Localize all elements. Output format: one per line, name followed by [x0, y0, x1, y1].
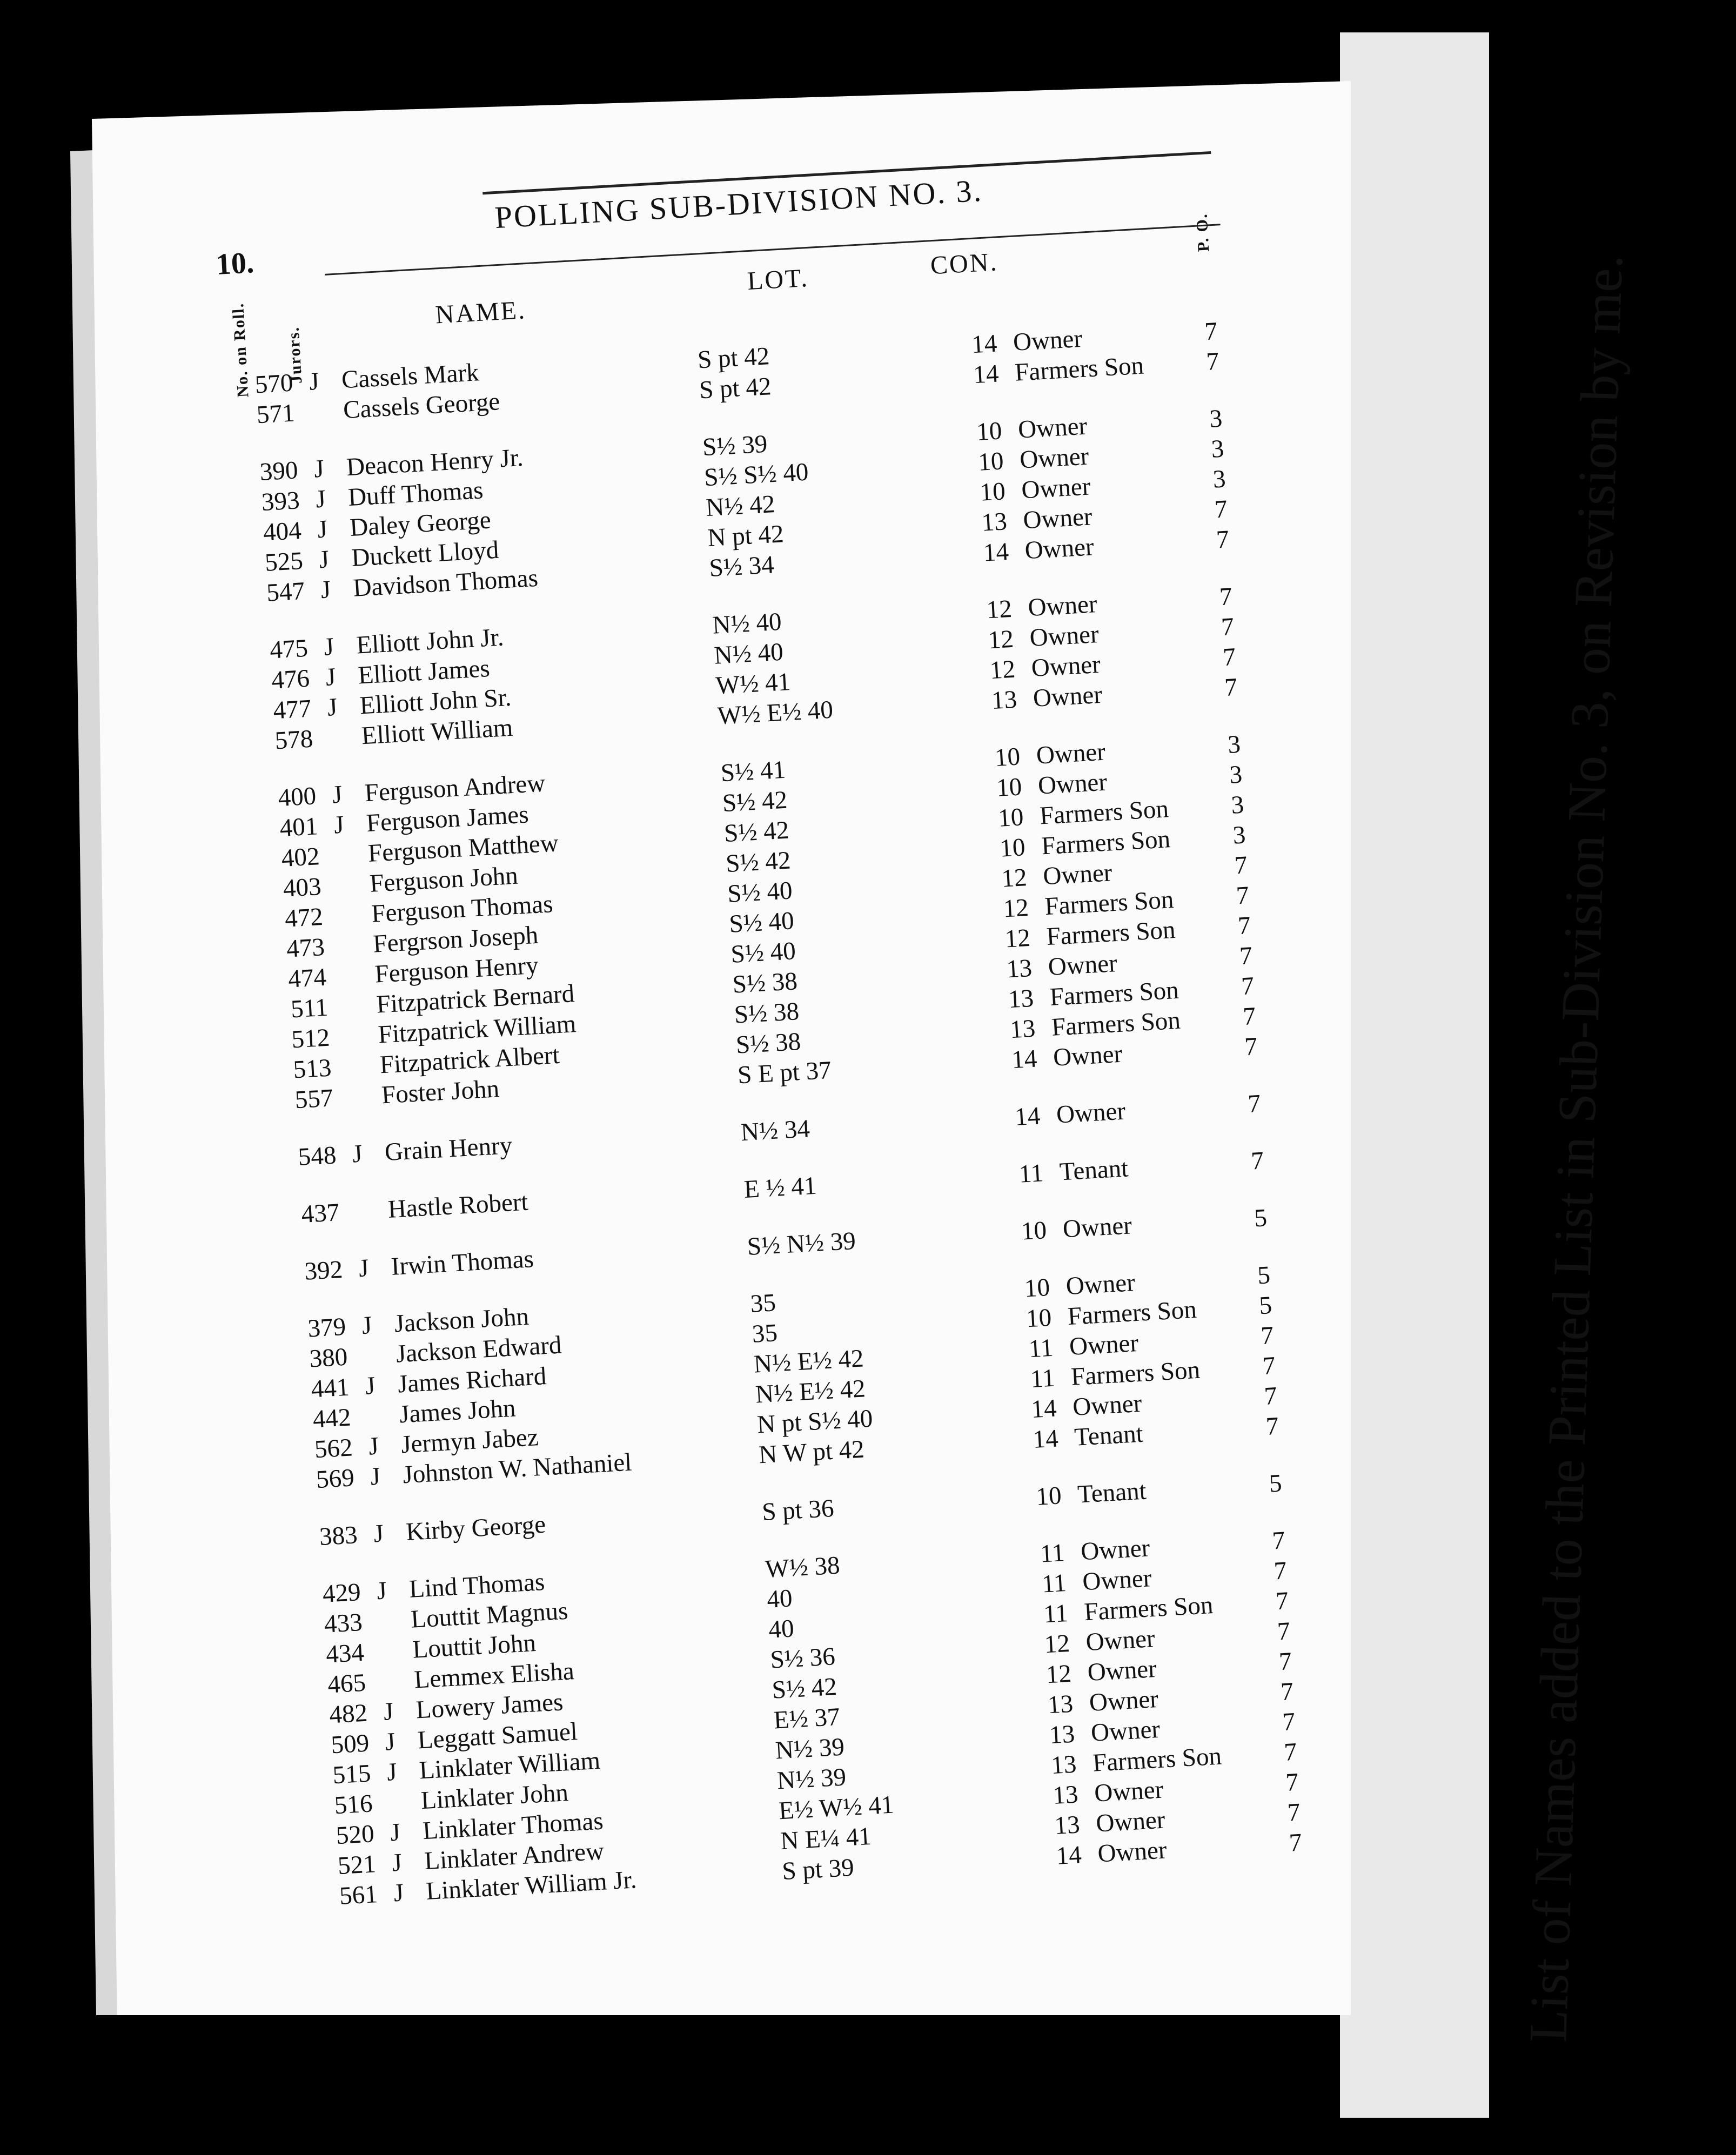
- concession-value: 13: [1047, 1689, 1074, 1720]
- status-value: Owner: [1087, 1654, 1158, 1687]
- voter-name: Jermyn Jabez: [400, 1423, 539, 1459]
- roll-number: 511: [290, 993, 329, 1024]
- concession-value: 13: [1048, 1720, 1076, 1750]
- roll-number: 474: [287, 963, 327, 993]
- roll-number: 442: [312, 1403, 352, 1434]
- roll-number: 437: [300, 1198, 340, 1228]
- lot-value: N½ E½ 42: [753, 1344, 864, 1379]
- post-office-value: 5: [1253, 1204, 1268, 1233]
- lot-value: S pt 36: [761, 1494, 835, 1527]
- concession-value: 12: [987, 625, 1015, 655]
- status-value: Owner: [1088, 1684, 1159, 1717]
- post-office-value: 7: [1250, 1146, 1265, 1176]
- roll-number: 509: [330, 1729, 370, 1760]
- page-number: 10.: [215, 246, 255, 281]
- juror-mark: J: [393, 1878, 405, 1908]
- lot-value: N½ 39: [776, 1763, 847, 1795]
- voter-name: Jackson Edward: [395, 1331, 562, 1368]
- status-value: Farmers Son: [1083, 1590, 1214, 1627]
- concession-value: 11: [1039, 1539, 1065, 1568]
- juror-mark: J: [364, 1371, 376, 1400]
- concession-value: 13: [1006, 954, 1033, 984]
- roll-number: 571: [256, 399, 296, 429]
- post-office-value: 7: [1220, 612, 1235, 642]
- lot-value: S½ 40: [728, 907, 795, 938]
- post-office-value: 7: [1222, 642, 1237, 672]
- status-value: Owner: [1095, 1805, 1166, 1838]
- juror-mark: J: [326, 693, 338, 722]
- status-value: Farmers Son: [1040, 825, 1171, 861]
- roll-number: 472: [284, 902, 324, 933]
- concession-value: 10: [999, 833, 1026, 863]
- juror-mark: J: [373, 1519, 385, 1548]
- post-office-value: 5: [1256, 1261, 1271, 1290]
- concession-value: 10: [995, 773, 1023, 802]
- status-value: Owner: [1017, 412, 1088, 444]
- concession-value: 11: [1043, 1599, 1069, 1629]
- concession-value: 14: [1032, 1424, 1060, 1454]
- lot-value: 40: [768, 1614, 795, 1644]
- roll-number: 562: [313, 1433, 353, 1464]
- voter-name: Fitzpatrick William: [377, 1010, 577, 1049]
- voter-name: Johnston W. Nathaniel: [402, 1448, 633, 1489]
- roll-number: 392: [304, 1255, 344, 1286]
- status-value: Owner: [1037, 768, 1108, 800]
- lot-value: S½ 42: [771, 1673, 838, 1704]
- voter-name: Fitzpatrick Albert: [379, 1040, 560, 1079]
- lot-value: W½ 41: [715, 667, 792, 700]
- concession-value: 12: [989, 655, 1016, 685]
- roll-number: 401: [279, 812, 319, 843]
- concession-value: 10: [1023, 1273, 1051, 1303]
- lot-value: 35: [751, 1319, 779, 1348]
- roll-number: 441: [310, 1373, 350, 1404]
- post-office-value: 7: [1238, 942, 1254, 971]
- juror-mark: J: [331, 780, 343, 809]
- post-office-value: 7: [1205, 347, 1220, 376]
- column-header-roll: No. on Roll.: [229, 302, 252, 398]
- juror-mark: J: [314, 485, 327, 514]
- roll-number: 547: [266, 576, 306, 607]
- roll-number: 393: [260, 486, 300, 516]
- voter-name: Fergrson Joseph: [372, 921, 539, 958]
- post-office-value: 3: [1229, 760, 1243, 789]
- post-office-value: 5: [1268, 1469, 1283, 1498]
- status-value: Owner: [1022, 502, 1093, 535]
- post-office-value: 5: [1258, 1291, 1273, 1320]
- concession-value: 12: [1004, 923, 1031, 954]
- post-office-value: 7: [1271, 1526, 1286, 1555]
- juror-mark: J: [323, 633, 335, 661]
- lot-value: 40: [766, 1584, 793, 1614]
- voter-name: Louttit Magnus: [410, 1596, 569, 1634]
- roll-number: 476: [271, 664, 311, 695]
- concession-value: 13: [1009, 1014, 1036, 1044]
- lot-value: N½ E½ 42: [754, 1374, 866, 1409]
- status-value: Farmers Son: [1049, 976, 1179, 1011]
- concession-value: 11: [1018, 1159, 1044, 1189]
- lot-value: S½ 40: [730, 937, 797, 969]
- voter-name: Ferguson James: [365, 800, 529, 838]
- status-value: Owner: [1093, 1775, 1164, 1808]
- juror-mark: J: [351, 1139, 363, 1169]
- voter-name: Jackson John: [393, 1302, 530, 1338]
- post-office-value: 3: [1209, 404, 1223, 433]
- voter-name: Linklater Andrew: [423, 1837, 605, 1876]
- roll-number: 525: [264, 546, 304, 577]
- column-header-name: NAME.: [434, 296, 527, 330]
- voter-name: Louttit John: [412, 1629, 537, 1664]
- concession-value: 14: [1030, 1394, 1057, 1424]
- juror-mark: J: [308, 367, 320, 396]
- roll-number: 557: [294, 1084, 334, 1115]
- status-value: Owner: [1027, 590, 1098, 622]
- column-header-po: P. O.: [1192, 212, 1213, 252]
- status-value: Farmers Son: [1045, 915, 1176, 951]
- post-office-value: 7: [1235, 881, 1250, 910]
- post-office-value: 7: [1218, 582, 1234, 612]
- voter-name: Cassels Mark: [340, 358, 480, 394]
- status-value: Tenant: [1074, 1419, 1144, 1452]
- roll-number: 548: [297, 1141, 337, 1172]
- juror-mark: J: [361, 1311, 373, 1340]
- lot-value: N½ 40: [712, 607, 782, 640]
- post-office-value: 3: [1232, 821, 1246, 850]
- juror-mark: J: [333, 810, 345, 840]
- voter-name: Linklater John: [420, 1778, 569, 1815]
- column-header-jurors: Jurors.: [284, 326, 306, 384]
- post-office-value: 7: [1242, 1002, 1257, 1031]
- roll-number: 561: [338, 1880, 379, 1910]
- lot-value: E½ 37: [773, 1702, 841, 1735]
- voter-name: Fitzpatrick Bernard: [376, 979, 575, 1019]
- status-value: Owner: [1024, 533, 1095, 565]
- concession-value: 14: [970, 329, 998, 359]
- concession-value: 12: [1043, 1629, 1071, 1659]
- voter-name: Leggatt Samuel: [417, 1717, 579, 1755]
- status-value: Owner: [1071, 1389, 1143, 1421]
- roll-number: 473: [285, 932, 326, 963]
- concession-value: 13: [1007, 984, 1035, 1014]
- post-office-value: 7: [1204, 317, 1218, 346]
- lot-value: S½ 36: [769, 1642, 836, 1674]
- status-value: Owner: [1032, 680, 1103, 713]
- concession-value: 14: [973, 359, 1000, 390]
- voter-name: Ferguson Matthew: [367, 829, 559, 868]
- voter-name: James Richard: [397, 1362, 547, 1399]
- status-value: Farmers Son: [1038, 795, 1170, 830]
- lot-value: N pt 42: [707, 520, 785, 553]
- status-value: Owner: [1082, 1564, 1152, 1596]
- concession-value: 12: [1002, 894, 1030, 923]
- status-value: Owner: [1029, 620, 1100, 653]
- concession-value: 11: [1041, 1569, 1067, 1599]
- roll-number: 520: [335, 1820, 375, 1850]
- post-office-value: 7: [1214, 495, 1229, 524]
- lot-value: S½ 42: [725, 846, 792, 878]
- voter-name: Daley George: [349, 506, 492, 542]
- status-value: Owner: [1047, 949, 1118, 982]
- roll-number: 403: [282, 872, 322, 903]
- voter-name: Duckett Lloyd: [351, 535, 500, 572]
- juror-mark: J: [325, 662, 337, 692]
- post-office-value: 7: [1234, 851, 1248, 880]
- status-value: Owner: [1068, 1328, 1140, 1361]
- post-office-value: 7: [1263, 1381, 1278, 1411]
- lot-value: W½ 38: [764, 1551, 841, 1584]
- lot-value: E ½ 41: [743, 1171, 817, 1204]
- lot-value: N W pt 42: [758, 1435, 866, 1469]
- roll-number: 383: [318, 1521, 358, 1552]
- status-value: Tenant: [1058, 1154, 1129, 1186]
- voter-name: Ferguson Andrew: [364, 769, 546, 808]
- lot-value: S pt 39: [781, 1853, 855, 1886]
- status-value: Owner: [1055, 1097, 1127, 1129]
- concession-value: 10: [977, 447, 1004, 476]
- voter-name: James John: [398, 1394, 517, 1429]
- concession-value: 11: [1028, 1333, 1054, 1364]
- roll-number: 515: [332, 1759, 372, 1790]
- lot-value: S E pt 37: [736, 1056, 833, 1090]
- status-value: Farmers Son: [1070, 1355, 1201, 1391]
- juror-mark: J: [386, 1757, 398, 1787]
- voter-name: Elliott John Jr.: [356, 623, 505, 660]
- juror-mark: J: [367, 1432, 380, 1461]
- status-value: Farmers Son: [1044, 885, 1175, 921]
- voter-name: Linklater Thomas: [421, 1807, 604, 1845]
- voter-name: Elliott William: [360, 713, 514, 750]
- concession-value: 12: [1001, 863, 1028, 893]
- post-office-value: 3: [1226, 730, 1242, 759]
- voter-name: Elliott James: [357, 654, 491, 690]
- concession-value: 10: [994, 742, 1021, 772]
- concession-value: 14: [982, 538, 1010, 567]
- voter-name: Linklater William Jr.: [425, 1865, 638, 1906]
- lot-value: E½ W½ 41: [777, 1790, 895, 1825]
- post-office-value: 7: [1244, 1032, 1258, 1061]
- voter-name: Lowery James: [415, 1688, 564, 1724]
- lot-value: S½ S½ 40: [703, 458, 809, 492]
- juror-mark: J: [389, 1818, 401, 1847]
- status-value: Owner: [1085, 1624, 1156, 1657]
- juror-mark: J: [383, 1697, 394, 1726]
- lot-value: N E¼ 41: [779, 1822, 873, 1856]
- voter-name: Irwin Thomas: [390, 1245, 535, 1281]
- concession-value: 10: [1020, 1216, 1048, 1246]
- roll-number: 429: [321, 1577, 361, 1608]
- post-office-value: 7: [1286, 1798, 1301, 1827]
- post-office-value: 7: [1224, 673, 1238, 702]
- status-value: Owner: [1090, 1715, 1161, 1747]
- post-office-value: 3: [1210, 434, 1225, 464]
- voter-name: Lemmex Elisha: [413, 1657, 575, 1694]
- post-office-value: 3: [1230, 790, 1245, 820]
- status-value: Owner: [1052, 1039, 1123, 1072]
- status-value: Owner: [1035, 737, 1107, 770]
- roll-number: 400: [277, 782, 317, 813]
- concession-value: 13: [990, 685, 1018, 715]
- juror-mark: J: [376, 1576, 388, 1606]
- concession-value: 10: [1025, 1303, 1053, 1333]
- lot-value: S½ 38: [735, 1027, 802, 1059]
- roll-number: 390: [259, 456, 299, 487]
- juror-mark: J: [358, 1254, 370, 1283]
- column-header-lot: LOT.: [746, 263, 810, 296]
- column-header-con: CON.: [929, 247, 999, 280]
- post-office-value: 7: [1237, 911, 1252, 941]
- concession-value: 13: [1054, 1810, 1081, 1840]
- voter-name: Hastle Robert: [387, 1187, 529, 1224]
- lot-value: N pt S½ 40: [756, 1404, 874, 1439]
- roll-number: 569: [315, 1463, 356, 1494]
- concession-value: 12: [986, 594, 1013, 625]
- concession-value: 11: [1029, 1364, 1056, 1394]
- status-value: Farmers Son: [1050, 1006, 1182, 1042]
- roll-number: 402: [280, 842, 320, 872]
- post-office-value: 7: [1265, 1412, 1279, 1441]
- status-value: Owner: [1042, 858, 1113, 891]
- lot-value: S½ 42: [721, 786, 788, 818]
- roll-number: 477: [272, 694, 312, 725]
- roll-number: 516: [333, 1789, 373, 1820]
- status-value: Owner: [1097, 1836, 1168, 1868]
- voter-name: Linklater William: [418, 1746, 601, 1785]
- status-value: Farmers Son: [1091, 1742, 1223, 1777]
- roll-number: 380: [309, 1342, 348, 1373]
- lot-value: S½ N½ 39: [746, 1226, 857, 1261]
- status-value: Owner: [1030, 650, 1102, 682]
- lot-value: W½ E½ 40: [716, 695, 834, 730]
- concession-value: 12: [1045, 1659, 1073, 1689]
- status-value: Owner: [1012, 324, 1083, 357]
- concession-value: 14: [1014, 1102, 1041, 1131]
- lot-value: S½ 39: [701, 429, 768, 462]
- roll-number: 578: [274, 724, 314, 755]
- juror-mark: J: [370, 1462, 381, 1491]
- roll-number: 482: [329, 1699, 368, 1729]
- concession-value: 10: [979, 477, 1007, 507]
- concession-value: 13: [1052, 1780, 1079, 1810]
- lot-value: S½ 42: [723, 816, 790, 848]
- post-office-value: 7: [1247, 1089, 1262, 1118]
- voter-name: Grain Henry: [384, 1131, 513, 1167]
- status-value: Farmers Son: [1067, 1295, 1198, 1331]
- side-note: List of Names added to the Printed List in Sub-Division No. 3, on Revision by me.: [1518, 253, 1634, 2044]
- roll-number: 570: [254, 368, 294, 399]
- juror-mark: J: [391, 1848, 403, 1877]
- roll-number: 404: [262, 516, 303, 547]
- post-office-value: 7: [1260, 1321, 1275, 1351]
- post-office-value: 7: [1275, 1587, 1289, 1616]
- post-office-value: 7: [1288, 1828, 1303, 1857]
- voter-name: Ferguson Thomas: [370, 890, 554, 928]
- post-office-value: 7: [1273, 1556, 1288, 1586]
- status-value: Owner: [1018, 442, 1090, 474]
- lot-value: N½ 42: [705, 490, 776, 522]
- post-office-value: 3: [1212, 465, 1226, 494]
- post-office-value: 7: [1278, 1647, 1293, 1676]
- lot-value: S½ 34: [708, 551, 775, 582]
- post-office-value: 7: [1262, 1351, 1276, 1381]
- status-value: Owner: [1021, 472, 1091, 505]
- roll-number: 379: [307, 1312, 347, 1343]
- voter-name: Davidson Thomas: [352, 563, 539, 602]
- voter-name: Elliott John Sr.: [359, 683, 512, 720]
- concession-value: 13: [981, 507, 1008, 537]
- lot-value: N½ 34: [740, 1115, 811, 1147]
- post-office-value: 7: [1240, 971, 1255, 1001]
- lot-value: S½ 38: [733, 997, 800, 1029]
- roll-number: 512: [291, 1023, 331, 1054]
- voter-name: Ferguson John: [368, 861, 519, 898]
- roll-number: 433: [323, 1608, 364, 1639]
- lot-value: S½ 41: [720, 755, 787, 788]
- status-value: Owner: [1080, 1534, 1151, 1566]
- post-office-value: 7: [1276, 1617, 1291, 1646]
- lot-value: 35: [749, 1288, 777, 1318]
- roll-number: 465: [326, 1668, 367, 1699]
- lot-value: N½ 39: [774, 1733, 846, 1765]
- concession-value: 10: [975, 417, 1003, 446]
- post-office-value: 7: [1279, 1677, 1295, 1707]
- page-title: POLLING SUB-DIVISION NO. 3.: [494, 172, 984, 236]
- lot-value: S pt 42: [696, 342, 770, 374]
- status-value: Tenant: [1077, 1476, 1147, 1509]
- lot-value: N½ 40: [713, 637, 784, 670]
- juror-mark: J: [320, 575, 332, 605]
- roll-number: 475: [269, 634, 309, 664]
- lot-value: S½ 38: [732, 967, 799, 999]
- juror-mark: J: [313, 454, 325, 484]
- roll-number: 521: [337, 1850, 377, 1881]
- status-value: Owner: [1065, 1268, 1136, 1301]
- status-value: Farmers Son: [1014, 351, 1145, 387]
- voter-name: Lind Thomas: [408, 1567, 546, 1603]
- post-office-value: 7: [1282, 1707, 1296, 1737]
- concession-value: 14: [1010, 1044, 1038, 1075]
- post-office-value: 7: [1215, 525, 1230, 554]
- post-office-value: 7: [1283, 1737, 1298, 1767]
- status-value: Owner: [1062, 1211, 1133, 1244]
- voter-name: Kirby George: [405, 1510, 547, 1547]
- roll-number: 434: [325, 1638, 365, 1669]
- voter-name: Foster John: [380, 1075, 500, 1110]
- roll-number: 513: [292, 1053, 332, 1084]
- lot-value: S½ 40: [726, 876, 793, 908]
- concession-value: 13: [1050, 1750, 1077, 1780]
- concession-value: 10: [997, 803, 1024, 833]
- juror-mark: J: [384, 1727, 396, 1756]
- voter-name: Duff Thomas: [347, 476, 484, 512]
- juror-mark: J: [317, 515, 329, 544]
- juror-mark: J: [318, 545, 330, 574]
- post-office-value: 7: [1285, 1768, 1299, 1797]
- voter-name: Cassels George: [342, 387, 501, 425]
- concession-value: 10: [1035, 1481, 1062, 1511]
- voter-name: Deacon Henry Jr.: [345, 443, 524, 482]
- concession-value: 14: [1055, 1841, 1083, 1870]
- voter-name: Ferguson Henry: [374, 951, 539, 989]
- lot-value: S pt 42: [698, 372, 772, 405]
